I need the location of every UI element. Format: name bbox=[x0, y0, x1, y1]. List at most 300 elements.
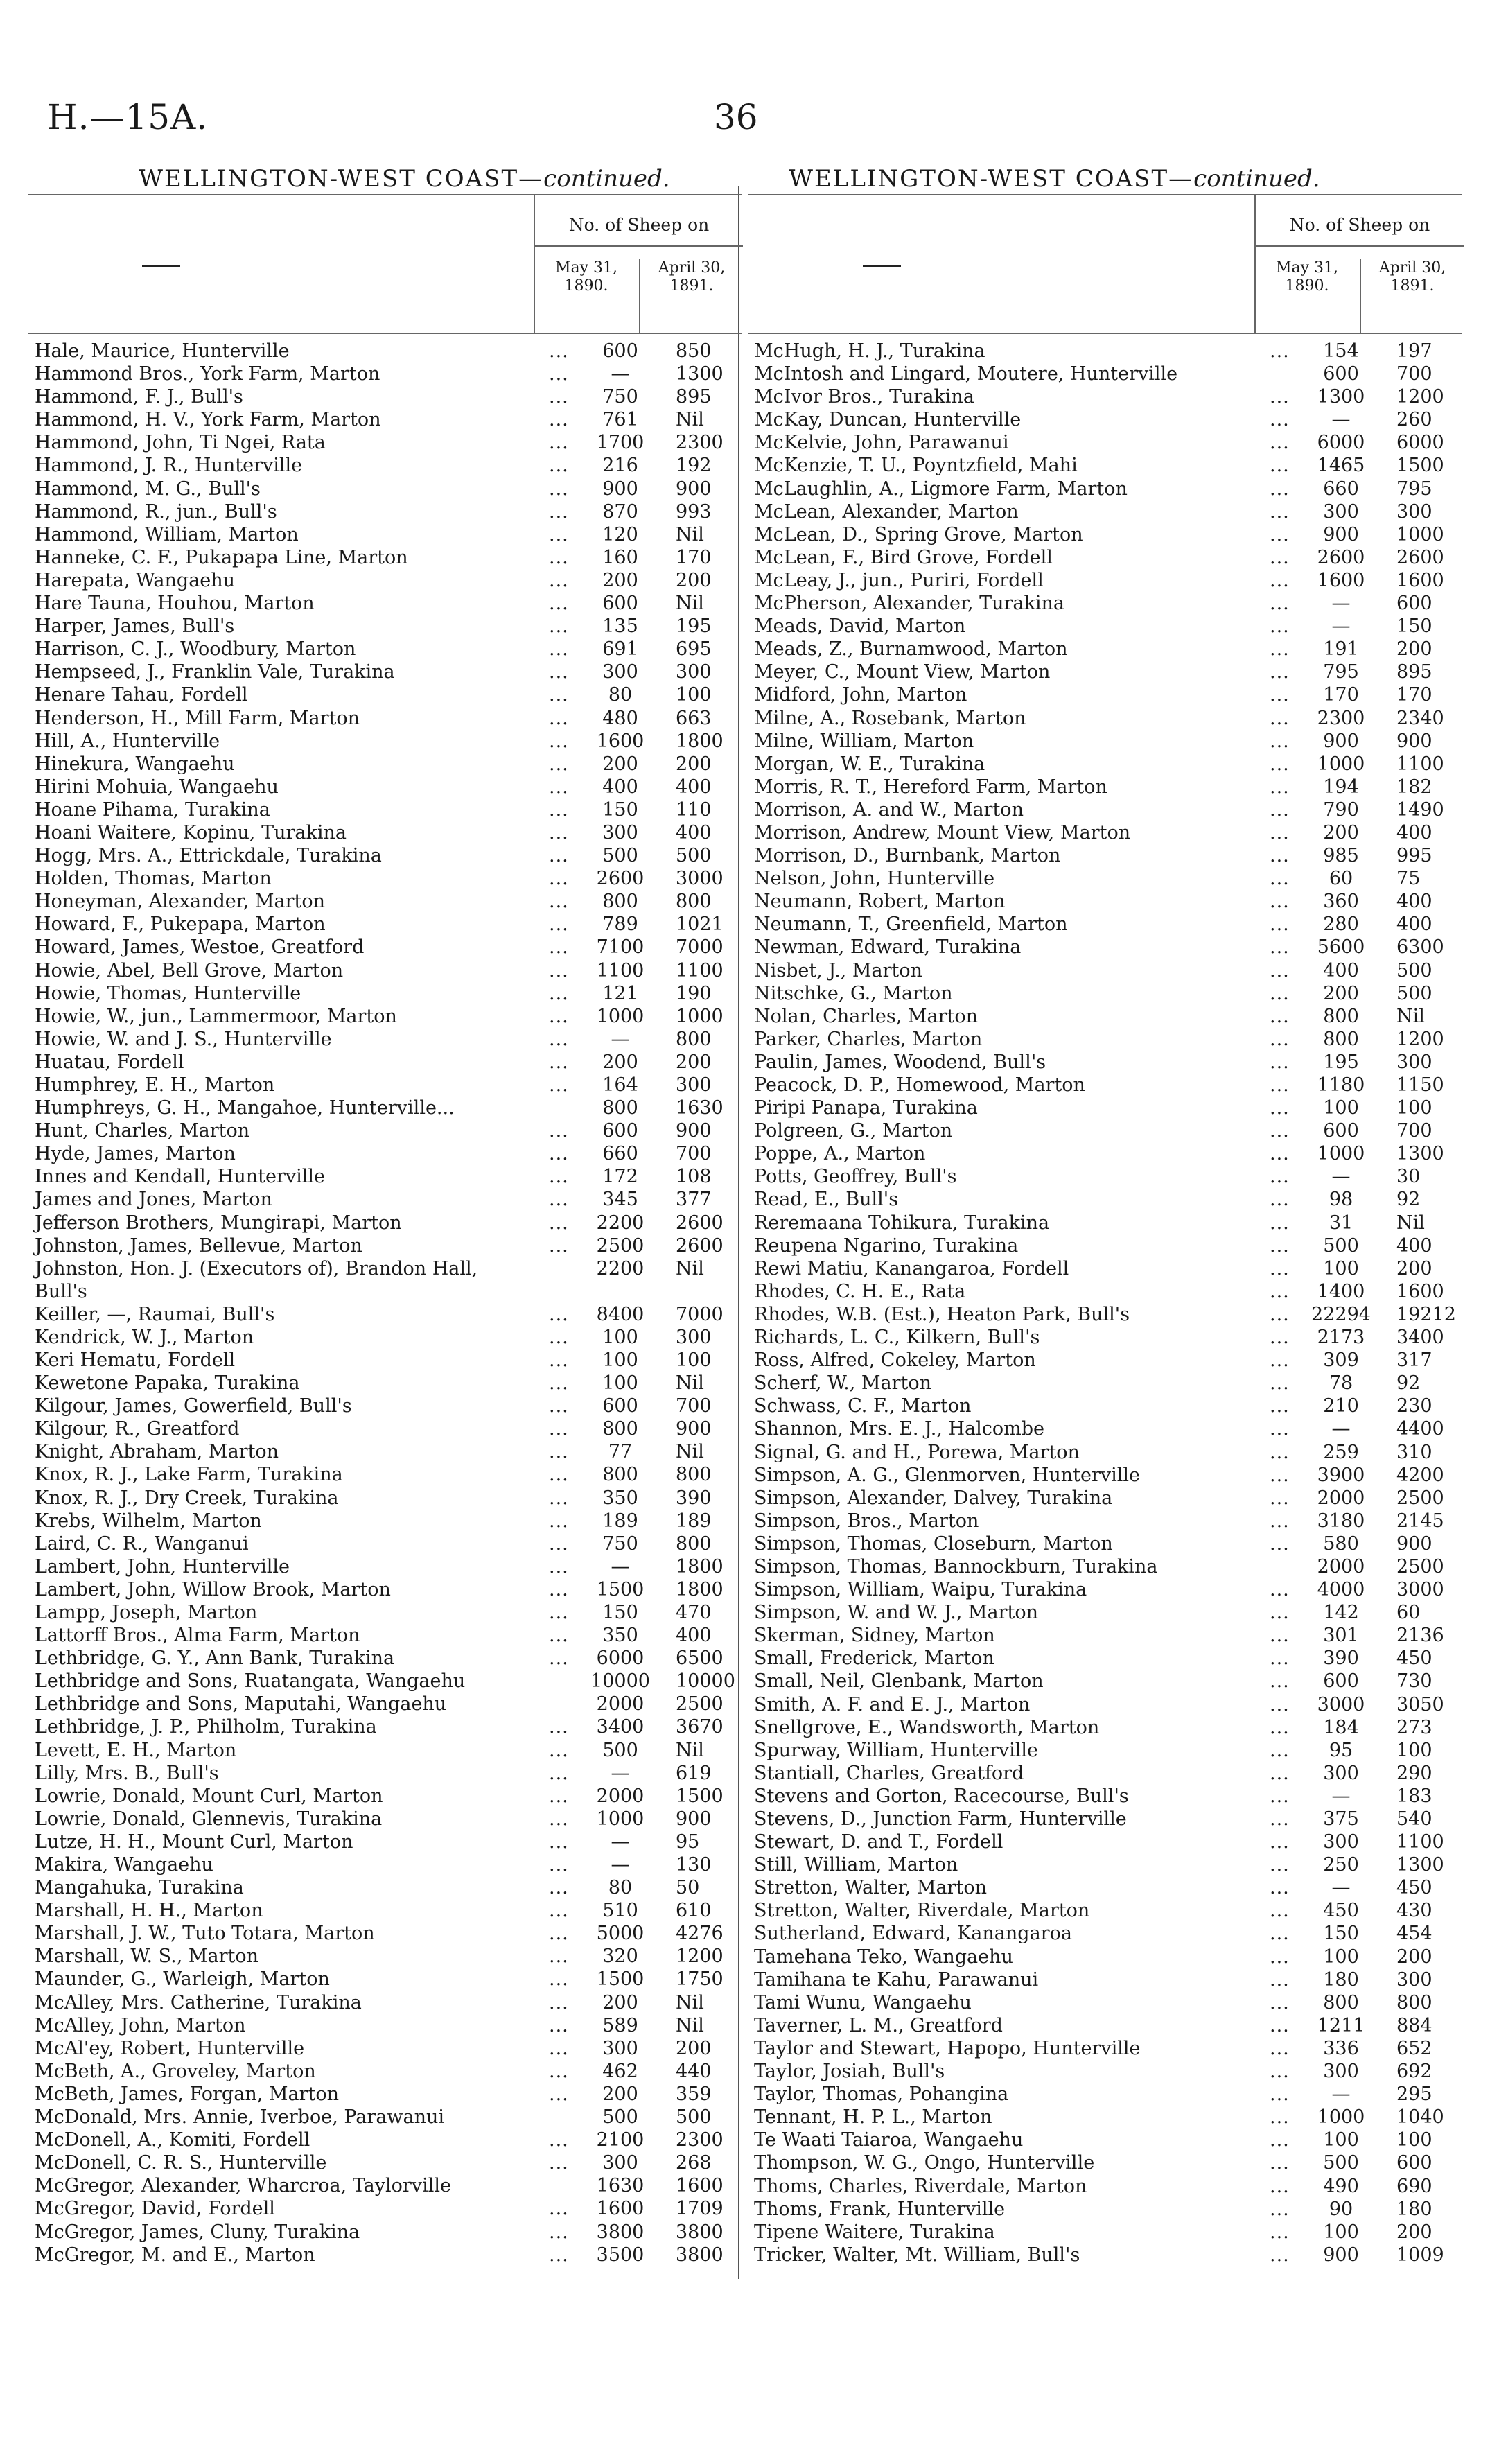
table-row bbox=[748, 1487, 1462, 1510]
sheep-1890-value: 98 bbox=[1329, 1189, 1353, 1211]
owner-name: Harrison, C. J., Woodbury, Marton bbox=[35, 638, 356, 661]
leader-dots: ... bbox=[549, 1051, 569, 1073]
sheep-1891-value: 1100 bbox=[1396, 753, 1444, 775]
sheep-1890-value: 900 bbox=[602, 478, 638, 500]
owner-name: Snellgrove, E., Wandsworth, Marton bbox=[754, 1716, 1100, 1738]
sheep-1891-value: 450 bbox=[1396, 1877, 1432, 1899]
table-row bbox=[748, 1785, 1462, 1808]
owner-name: Skerman, Sidney, Marton bbox=[754, 1625, 995, 1647]
sheep-1890-value: 2000 bbox=[1317, 1487, 1365, 1509]
sheep-1891-value: 3800 bbox=[676, 2221, 724, 2243]
owner-name: Nolan, Charles, Marton bbox=[754, 1005, 978, 1027]
owner-name: Ross, Alfred, Cokeley, Marton bbox=[754, 1349, 1036, 1372]
sheep-1891-value: 300 bbox=[1396, 1051, 1432, 1073]
owner-name: Still, William, Marton bbox=[754, 1854, 958, 1876]
leader-dots: ... bbox=[549, 1785, 569, 1807]
table-row bbox=[748, 1005, 1462, 1028]
sheep-1890-value: 761 bbox=[602, 409, 638, 431]
sheep-1890-value: — bbox=[1331, 1166, 1351, 1188]
sheep-1890-value: 200 bbox=[602, 2083, 638, 2105]
owner-name: Simpson, W. and W. J., Marton bbox=[754, 1602, 1039, 1624]
owner-name: Howard, F., Pukepapa, Marton bbox=[35, 914, 326, 936]
sheep-1890-value: — bbox=[1331, 593, 1351, 615]
owner-name: Rhodes, W.B. (Est.), Heaton Park, Bull's bbox=[754, 1303, 1130, 1325]
left-table bbox=[28, 194, 742, 2266]
owner-name: Lowrie, Donald, Mount Curl, Marton bbox=[35, 1785, 383, 1807]
owner-name: Nitschke, G., Marton bbox=[754, 982, 953, 1004]
sheep-1890-value: 210 bbox=[1323, 1395, 1359, 1417]
sheep-1891-value: 200 bbox=[676, 1051, 712, 1073]
sheep-1891-value: 900 bbox=[676, 1808, 712, 1830]
owner-name: Henderson, H., Mill Farm, Marton bbox=[35, 707, 360, 729]
leader-dots: ... bbox=[549, 2014, 569, 2036]
owner-name: Tricker, Walter, Mt. William, Bull's bbox=[754, 2244, 1080, 2266]
owner-name: Hill, A., Hunterville bbox=[35, 730, 220, 752]
leader-dots: ... bbox=[1270, 1739, 1290, 1761]
sheep-1891-value: 900 bbox=[1396, 1532, 1432, 1555]
sheep-1890-value: 985 bbox=[1323, 845, 1359, 867]
table-row bbox=[28, 1899, 742, 1922]
leader-dots: ... bbox=[549, 546, 569, 568]
leader-dots: ... bbox=[549, 914, 569, 936]
sheep-1890-value: 900 bbox=[1323, 523, 1359, 545]
leader-dots: ... bbox=[1270, 1097, 1290, 1119]
sheep-1891-value: 200 bbox=[1396, 1946, 1432, 1968]
owner-name: Lampp, Joseph, Marton bbox=[35, 1601, 258, 1623]
table-row bbox=[748, 867, 1462, 890]
sheep-1891-value: 2600 bbox=[676, 1234, 724, 1257]
leader-dots: ... bbox=[549, 386, 569, 408]
leader-dots: ... bbox=[1270, 615, 1290, 638]
leader-dots: ... bbox=[1270, 821, 1290, 844]
table-row bbox=[28, 1785, 742, 1808]
sheep-1890-value: 78 bbox=[1329, 1372, 1353, 1395]
table-row bbox=[748, 1464, 1462, 1487]
table-row bbox=[748, 2037, 1462, 2060]
leader-dots: ... bbox=[549, 1372, 569, 1395]
sheep-1891-value: Nil bbox=[676, 523, 704, 545]
table-row bbox=[748, 478, 1462, 500]
owner-name: Lethbridge and Sons, Maputahi, Wangaehu bbox=[35, 1693, 447, 1715]
owner-name: McBeth, A., Groveley, Marton bbox=[35, 2060, 316, 2082]
sheep-1891-value: 663 bbox=[676, 707, 712, 729]
table-row bbox=[748, 500, 1462, 523]
sheep-1891-value: 300 bbox=[1396, 1968, 1432, 1991]
table-row bbox=[28, 1647, 742, 1670]
owner-name: Simpson, A. G., Glenmorven, Hunterville bbox=[754, 1464, 1141, 1486]
table-row bbox=[748, 1922, 1462, 1945]
owner-name: Stretton, Walter, Marton bbox=[754, 1877, 987, 1899]
sheep-1891-value: 2500 bbox=[1396, 1555, 1444, 1578]
table-row bbox=[28, 1830, 742, 1853]
table-row bbox=[748, 2083, 1462, 2106]
sheep-1890-value: 309 bbox=[1323, 1349, 1359, 1372]
table-row bbox=[28, 1693, 742, 1715]
owner-name: Shannon, Mrs. E. J., Halcombe bbox=[754, 1418, 1045, 1440]
sheep-1891-value: 1800 bbox=[676, 730, 724, 752]
table-row bbox=[748, 1142, 1462, 1165]
owner-name: Sutherland, Edward, Kanangaroa bbox=[754, 1923, 1072, 1945]
sheep-1891-value: 800 bbox=[676, 1532, 712, 1555]
table-row bbox=[748, 1808, 1462, 1830]
table-row bbox=[28, 982, 742, 1005]
owner-name: McLean, D., Spring Grove, Marton bbox=[754, 523, 1083, 545]
sheep-1891-value: 1150 bbox=[1396, 1074, 1444, 1096]
owner-name: McKelvie, John, Parawanui bbox=[754, 432, 1009, 454]
sheep-1891-value: 695 bbox=[676, 638, 712, 661]
table-row bbox=[28, 1142, 742, 1165]
owner-name: Small, Frederick, Marton bbox=[754, 1648, 994, 1670]
owner-name: Lethbridge, J. P., Philholm, Turakina bbox=[35, 1716, 377, 1738]
sheep-1891-value: 317 bbox=[1396, 1349, 1432, 1372]
sheep-1891-value: 300 bbox=[676, 1326, 712, 1348]
sheep-1890-value: — bbox=[611, 1762, 630, 1784]
table-row bbox=[28, 2037, 742, 2060]
sheep-1890-value: 5600 bbox=[1317, 936, 1365, 959]
leader-dots: ... bbox=[549, 2129, 569, 2151]
table-row bbox=[28, 546, 742, 569]
sheep-1891-value: 200 bbox=[1396, 1257, 1432, 1279]
table-row bbox=[748, 2175, 1462, 2198]
sheep-1890-value: 600 bbox=[1323, 1120, 1359, 1142]
sheep-1890-value: 259 bbox=[1323, 1441, 1359, 1463]
sheep-1891-value: 895 bbox=[676, 386, 712, 408]
sheep-1890-value: — bbox=[1331, 409, 1351, 431]
table-row bbox=[748, 1716, 1462, 1739]
sheep-1891-value: 619 bbox=[676, 1762, 712, 1784]
sheep-1891-value: 600 bbox=[1396, 2152, 1432, 2174]
table-row bbox=[748, 1257, 1462, 1280]
sheep-1890-value: 301 bbox=[1323, 1625, 1359, 1647]
leader-dots: ... bbox=[1270, 2129, 1290, 2151]
leader-dots: ... bbox=[549, 1143, 569, 1165]
leader-dots: ... bbox=[549, 409, 569, 431]
table-row bbox=[28, 1326, 742, 1349]
table-row bbox=[748, 1578, 1462, 1601]
owner-name: Howie, Thomas, Hunterville bbox=[35, 982, 301, 1004]
table-row bbox=[28, 1349, 742, 1372]
owner-name: Humphreys, G. H., Mangahoe, Hunterville... bbox=[35, 1097, 455, 1119]
sheep-1891-value: 1600 bbox=[1396, 1280, 1444, 1302]
sheep-1890-value: 200 bbox=[1323, 821, 1359, 844]
group-label: No. of Sheep on bbox=[568, 215, 710, 235]
leader-dots: ... bbox=[1270, 1831, 1290, 1853]
leader-dots: ... bbox=[1270, 638, 1290, 661]
owner-name: Hoane Pihama, Turakina bbox=[35, 798, 270, 821]
table-row bbox=[748, 2221, 1462, 2244]
sheep-1891-value: 850 bbox=[676, 340, 712, 362]
table-row bbox=[748, 798, 1462, 821]
sheep-1890-value: 500 bbox=[602, 845, 638, 867]
leader-dots: ... bbox=[1270, 1877, 1290, 1899]
sheep-1891-value: 800 bbox=[676, 1028, 712, 1050]
owner-name: Lilly, Mrs. B., Bull's bbox=[35, 1762, 219, 1784]
owner-name: Richards, L. C., Kilkern, Bull's bbox=[754, 1327, 1040, 1349]
sheep-1891-value: 540 bbox=[1396, 1808, 1432, 1830]
table-row bbox=[28, 1463, 742, 1486]
sheep-1891-value: 1300 bbox=[1396, 1854, 1444, 1876]
leader-dots: ... bbox=[549, 1120, 569, 1142]
sheep-1891-value: 92 bbox=[1396, 1372, 1421, 1395]
sheep-1890-value: 800 bbox=[1323, 1991, 1359, 2013]
leader-dots: ... bbox=[1270, 1166, 1290, 1188]
sheep-1890-value: 2100 bbox=[596, 2129, 645, 2151]
leader-dots: ... bbox=[1270, 1602, 1290, 1624]
right-table bbox=[748, 194, 1462, 2266]
owner-name: Jefferson Brothers, Mungirapi, Marton bbox=[35, 1212, 402, 1234]
leader-dots: ... bbox=[549, 1923, 569, 1945]
sheep-1890-value: 3800 bbox=[596, 2221, 645, 2243]
sheep-1890-value: 189 bbox=[602, 1510, 638, 1532]
sheep-1891-value: 440 bbox=[676, 2060, 712, 2082]
sheep-1891-value: 700 bbox=[1396, 1120, 1432, 1142]
leader-dots: ... bbox=[549, 1418, 569, 1440]
leader-dots: ... bbox=[1270, 1189, 1290, 1211]
sheep-1891-value: 470 bbox=[676, 1601, 712, 1623]
leader-dots: ... bbox=[1270, 2221, 1290, 2243]
table-row bbox=[748, 1991, 1462, 2014]
leader-dots: ... bbox=[1270, 1303, 1290, 1325]
sheep-1890-value: 390 bbox=[1323, 1648, 1359, 1670]
owner-name: McKay, Duncan, Hunterville bbox=[754, 409, 1022, 431]
owner-name: McAlley, John, Marton bbox=[35, 2014, 246, 2036]
owner-name: McHugh, H. J., Turakina bbox=[754, 340, 985, 362]
leader-dots: ... bbox=[1270, 1212, 1290, 1234]
sheep-1891-value: 1040 bbox=[1396, 2106, 1444, 2129]
table-row bbox=[748, 1051, 1462, 1074]
sheep-1891-value: 7000 bbox=[676, 936, 724, 959]
owner-name: McGregor, Alexander, Wharcroa, Taylorville bbox=[35, 2175, 451, 2197]
leader-dots: ... bbox=[1270, 546, 1290, 568]
leader-dots: ... bbox=[1270, 1579, 1290, 1601]
leader-dots: ... bbox=[1270, 1487, 1290, 1509]
leader-dots: ... bbox=[549, 1854, 569, 1876]
sheep-1890-value: 1465 bbox=[1317, 455, 1365, 477]
owner-name: Read, E., Bull's bbox=[754, 1189, 899, 1211]
leader-dots: ... bbox=[1270, 2014, 1290, 2036]
table-row bbox=[28, 1601, 742, 1624]
sheep-1891-value: 6300 bbox=[1396, 936, 1444, 959]
leader-dots: ... bbox=[549, 1303, 569, 1325]
sheep-1890-value: 100 bbox=[602, 1326, 638, 1348]
owner-name: McKenzie, T. U., Poyntzfield, Mahi bbox=[754, 455, 1078, 477]
sheep-1890-value: — bbox=[611, 1830, 630, 1853]
leader-dots: ... bbox=[1270, 1005, 1290, 1027]
sheep-1891-value: 800 bbox=[676, 891, 712, 913]
table-row bbox=[28, 1670, 742, 1693]
sheep-1891-value: 7000 bbox=[676, 1303, 724, 1325]
owner-name: Smith, A. F. and E. J., Marton bbox=[754, 1693, 1031, 1715]
leader-dots: ... bbox=[1270, 1648, 1290, 1670]
leader-dots: ... bbox=[549, 798, 569, 821]
leader-dots: ... bbox=[1270, 798, 1290, 821]
sheep-1890-value: 500 bbox=[602, 1739, 638, 1761]
leader-dots: ... bbox=[1270, 593, 1290, 615]
leader-dots: ... bbox=[549, 821, 569, 844]
table-row bbox=[748, 615, 1462, 638]
table-row bbox=[28, 431, 742, 454]
sheep-1891-value: 3670 bbox=[676, 1716, 724, 1738]
sheep-1890-value: 1000 bbox=[1317, 2106, 1365, 2129]
sheep-1891-value: 75 bbox=[1396, 868, 1421, 890]
sheep-1891-value: 400 bbox=[1396, 914, 1432, 936]
table-row bbox=[28, 753, 742, 776]
table-row bbox=[28, 913, 742, 936]
owner-name: Meads, Z., Burnamwood, Marton bbox=[754, 638, 1068, 661]
owner-name: Keri Hematu, Fordell bbox=[35, 1349, 236, 1371]
sheep-1890-value: 789 bbox=[602, 914, 638, 936]
leader-dots: ... bbox=[1270, 1510, 1290, 1532]
owner-name: Tennant, H. P. L., Marton bbox=[754, 2106, 992, 2129]
sheep-1890-value: 400 bbox=[1323, 959, 1359, 981]
owner-name: Marshall, J. W., Tuto Totara, Marton bbox=[35, 1923, 375, 1945]
table-row bbox=[748, 2244, 1462, 2266]
owner-name: Morrison, Andrew, Mount View, Marton bbox=[754, 821, 1131, 844]
owner-name: Thoms, Charles, Riverdale, Marton bbox=[754, 2175, 1087, 2197]
table-row bbox=[748, 1762, 1462, 1785]
sheep-1890-value: 350 bbox=[602, 1625, 638, 1647]
sheep-1890-value: 600 bbox=[1323, 1670, 1359, 1693]
table-row bbox=[28, 1119, 742, 1142]
sheep-1890-value: — bbox=[1331, 1785, 1351, 1807]
table-row bbox=[748, 454, 1462, 477]
sheep-1890-value: 1000 bbox=[596, 1808, 645, 1830]
sheep-1891-value: Nil bbox=[1396, 1212, 1425, 1234]
leader-dots: ... bbox=[1270, 1028, 1290, 1050]
sheep-1891-value: Nil bbox=[676, 1372, 704, 1395]
table-row bbox=[748, 1555, 1462, 1578]
sheep-1890-value: 2000 bbox=[1317, 1555, 1365, 1578]
owner-name: Milne, A., Rosebank, Marton bbox=[754, 707, 1026, 729]
table-row bbox=[748, 1830, 1462, 1853]
owner-name: Morrison, A. and W., Marton bbox=[754, 798, 1024, 821]
table-row bbox=[28, 362, 742, 385]
leader-dots: ... bbox=[1270, 730, 1290, 752]
sheep-1890-value: 100 bbox=[1323, 2221, 1359, 2243]
sheep-1891-value: 500 bbox=[1396, 982, 1432, 1004]
sheep-1890-value: 800 bbox=[1323, 1005, 1359, 1027]
sheep-1890-value: 800 bbox=[602, 1464, 638, 1486]
owner-name: Hempseed, J., Franklin Vale, Turakina bbox=[35, 661, 395, 683]
table-row bbox=[28, 500, 742, 523]
table-row bbox=[748, 1601, 1462, 1624]
owner-name: Howie, Abel, Bell Grove, Marton bbox=[35, 959, 344, 981]
owner-name: McDonald, Mrs. Annie, Iverboe, Parawanui bbox=[35, 2106, 445, 2129]
table-row bbox=[28, 2197, 742, 2220]
owner-name: Tamihana te Kahu, Parawanui bbox=[754, 1968, 1039, 1991]
leader-dots: ... bbox=[1270, 1900, 1290, 1922]
owner-name: Hare Tauna, Houhou, Marton bbox=[35, 593, 315, 615]
table-row bbox=[28, 1303, 742, 1326]
sheep-1891-value: 895 bbox=[1396, 661, 1432, 683]
table-row bbox=[748, 982, 1462, 1005]
owner-name: Keiller, —, Raumai, Bull's bbox=[35, 1303, 275, 1325]
owner-name: Meyer, C., Mount View, Marton bbox=[754, 661, 1051, 683]
sheep-1891-value: 100 bbox=[1396, 1739, 1432, 1761]
table-row bbox=[748, 753, 1462, 776]
sheep-1891-value: 390 bbox=[676, 1487, 712, 1509]
sheep-1891-value: Nil bbox=[676, 2014, 704, 2036]
sheep-1890-value: 1000 bbox=[596, 1005, 645, 1027]
right-section-title: WELLINGTON-WEST COAST—continued. bbox=[789, 165, 1320, 193]
table-row bbox=[28, 2129, 742, 2151]
sheep-1890-value: 6000 bbox=[596, 1648, 645, 1670]
owner-name: McLean, Alexander, Marton bbox=[754, 500, 1019, 523]
owner-name: Hyde, James, Marton bbox=[35, 1143, 236, 1165]
sheep-1891-value: 1300 bbox=[1396, 1143, 1444, 1165]
sheep-1890-value: 4000 bbox=[1317, 1579, 1365, 1601]
owner-name: Simpson, Alexander, Dalvey, Turakina bbox=[754, 1487, 1113, 1509]
owner-name: Poppe, A., Marton bbox=[754, 1143, 926, 1165]
table-row bbox=[28, 408, 742, 431]
table-row bbox=[28, 707, 742, 730]
sheep-1891-value: Nil bbox=[676, 1257, 704, 1279]
sheep-1890-value: — bbox=[1331, 615, 1351, 638]
table-row bbox=[28, 1945, 742, 1968]
sheep-1891-value: 182 bbox=[1396, 776, 1432, 798]
sheep-1891-value: 900 bbox=[1396, 730, 1432, 752]
sheep-1891-value: 400 bbox=[676, 776, 712, 798]
sheep-1891-value: 189 bbox=[676, 1510, 712, 1532]
sheep-1890-value: 500 bbox=[1323, 2152, 1359, 2174]
owner-name: Marshall, H. H., Marton bbox=[35, 1900, 263, 1922]
sheep-1891-value: 1100 bbox=[1396, 1831, 1444, 1853]
table-row bbox=[28, 1578, 742, 1601]
sheep-1891-value: 400 bbox=[1396, 891, 1432, 913]
owner-name: Stretton, Walter, Riverdale, Marton bbox=[754, 1900, 1090, 1922]
sheep-1891-value: 300 bbox=[676, 1074, 712, 1096]
owner-name: Kilgour, James, Gowerfield, Bull's bbox=[35, 1395, 352, 1417]
owner-name: Schwass, C. F., Marton bbox=[754, 1395, 972, 1417]
table-row bbox=[748, 1441, 1462, 1464]
table-row bbox=[748, 638, 1462, 661]
sheep-1890-value: 172 bbox=[602, 1166, 638, 1188]
owner-name: Lowrie, Donald, Glennevis, Turakina bbox=[35, 1808, 383, 1830]
sheep-1891-value: 3000 bbox=[676, 868, 724, 890]
table-row bbox=[748, 523, 1462, 546]
owner-name: Spurway, William, Hunterville bbox=[754, 1739, 1038, 1761]
leader-dots: ... bbox=[549, 2198, 569, 2220]
sheep-1891-value: Nil bbox=[676, 1991, 704, 2013]
table-row bbox=[748, 1417, 1462, 1440]
sheep-1890-value: 195 bbox=[1323, 1051, 1359, 1073]
sheep-1890-value: 345 bbox=[602, 1189, 638, 1211]
sheep-1890-value: 300 bbox=[1323, 500, 1359, 523]
sheep-1891-value: Nil bbox=[676, 1441, 704, 1463]
owner-name: Tipene Waitere, Turakina bbox=[754, 2221, 995, 2243]
sheep-1891-value: 300 bbox=[676, 661, 712, 683]
table-row bbox=[748, 821, 1462, 844]
sheep-1891-value: 1009 bbox=[1396, 2244, 1444, 2266]
sheep-1890-value: 480 bbox=[602, 707, 638, 729]
sheep-1891-value: 692 bbox=[1396, 2061, 1432, 2083]
sheep-1890-value: 2600 bbox=[1317, 546, 1365, 568]
table-row bbox=[748, 1899, 1462, 1922]
sheep-1890-value: 300 bbox=[602, 821, 638, 844]
leader-dots: ... bbox=[1270, 982, 1290, 1004]
owner-name: Peacock, D. P., Homewood, Marton bbox=[754, 1074, 1085, 1096]
owner-name: Lutze, H. H., Mount Curl, Marton bbox=[35, 1830, 353, 1853]
sheep-1891-value: 795 bbox=[1396, 478, 1432, 500]
sheep-1891-value: 310 bbox=[1396, 1441, 1432, 1463]
leader-dots: ... bbox=[549, 569, 569, 591]
owner-name: Neumann, T., Greenfield, Marton bbox=[754, 914, 1068, 936]
owner-name: Levett, E. H., Marton bbox=[35, 1739, 237, 1761]
sheep-1890-value: 580 bbox=[1323, 1532, 1359, 1555]
owner-name: Hanneke, C. F., Pukapapa Line, Marton bbox=[35, 546, 408, 568]
right-rows bbox=[748, 340, 1462, 2266]
sheep-1890-value: 900 bbox=[1323, 730, 1359, 752]
